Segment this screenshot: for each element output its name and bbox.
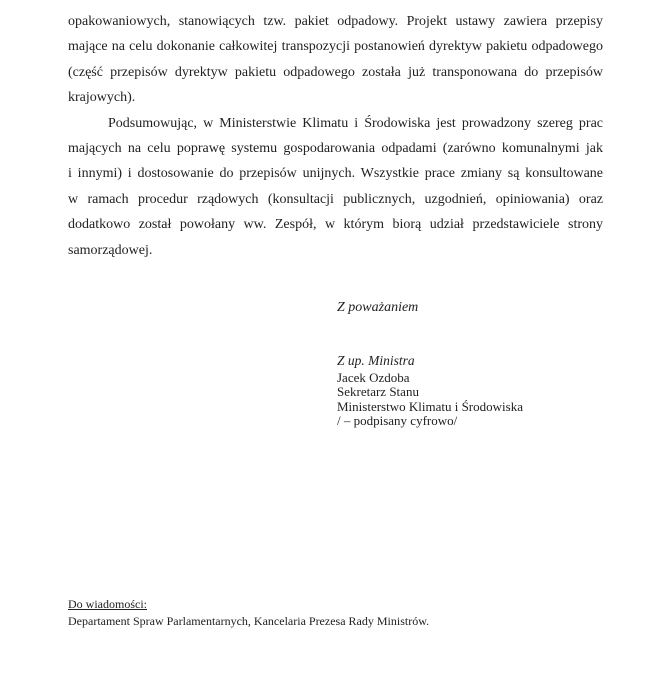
paragraph-line: dodatkowo został powołany ww. Zespół, w którym biorą udział przedstawiciele strony [68, 217, 603, 233]
paragraph-1 [68, 9, 603, 111]
paragraph-line: Podsumowując, w Ministerstwie Klimatu i Środowiska jest prowadzony szereg prac [108, 115, 603, 131]
paragraph-2 [68, 111, 603, 263]
cc-recipients: Departament Spraw Parlamentarnych, Kancelaria Prezesa Rady Ministrów. [68, 613, 430, 628]
cc-footer [68, 596, 429, 629]
closing-phrase: Z poważaniem [337, 300, 419, 315]
paragraph-line: samorządowej. [68, 242, 153, 258]
cc-label: Do wiadomości: [68, 597, 147, 611]
signature-digital-note: / – podpisany cyfrowo/ [337, 413, 458, 429]
paragraph-line: (część przepisów dyrektyw pakietu odpadowego została już transponowana do przepisów [68, 64, 603, 80]
signature-block [337, 354, 523, 429]
paragraph-line: mające na celu dokonanie całkowitej transpozycji postanowień dyrektyw pakietu odpadowego [68, 39, 603, 55]
signature-title: Sekretarz Stanu [337, 384, 419, 400]
paragraph-line: opakowaniowych, stanowiących tzw. pakiet odpadowy. Projekt ustawy zawiera przepisy [68, 14, 603, 29]
signature-on-behalf: Z up. Ministra [337, 353, 415, 368]
paragraph-line: w ramach procedur rządowych (konsultacji publicznych, uzgodnień, opiniowania) oraz [68, 191, 603, 207]
paragraph-line: krajowych). [68, 90, 136, 106]
signature-ministry: Ministerstwo Klimatu i Środowiska [337, 398, 523, 414]
paragraph-line: mających na celu poprawę systemu gospodarowania odpadami (zarówno komunalnymi jak [68, 141, 603, 157]
signature-name: Jacek Ozdoba [337, 369, 410, 385]
paragraph-line: i innymi) i dostosowanie do przepisów unijnych. Wszystkie prace zmiany są konsultowane [68, 166, 603, 182]
letter-body [68, 9, 603, 263]
